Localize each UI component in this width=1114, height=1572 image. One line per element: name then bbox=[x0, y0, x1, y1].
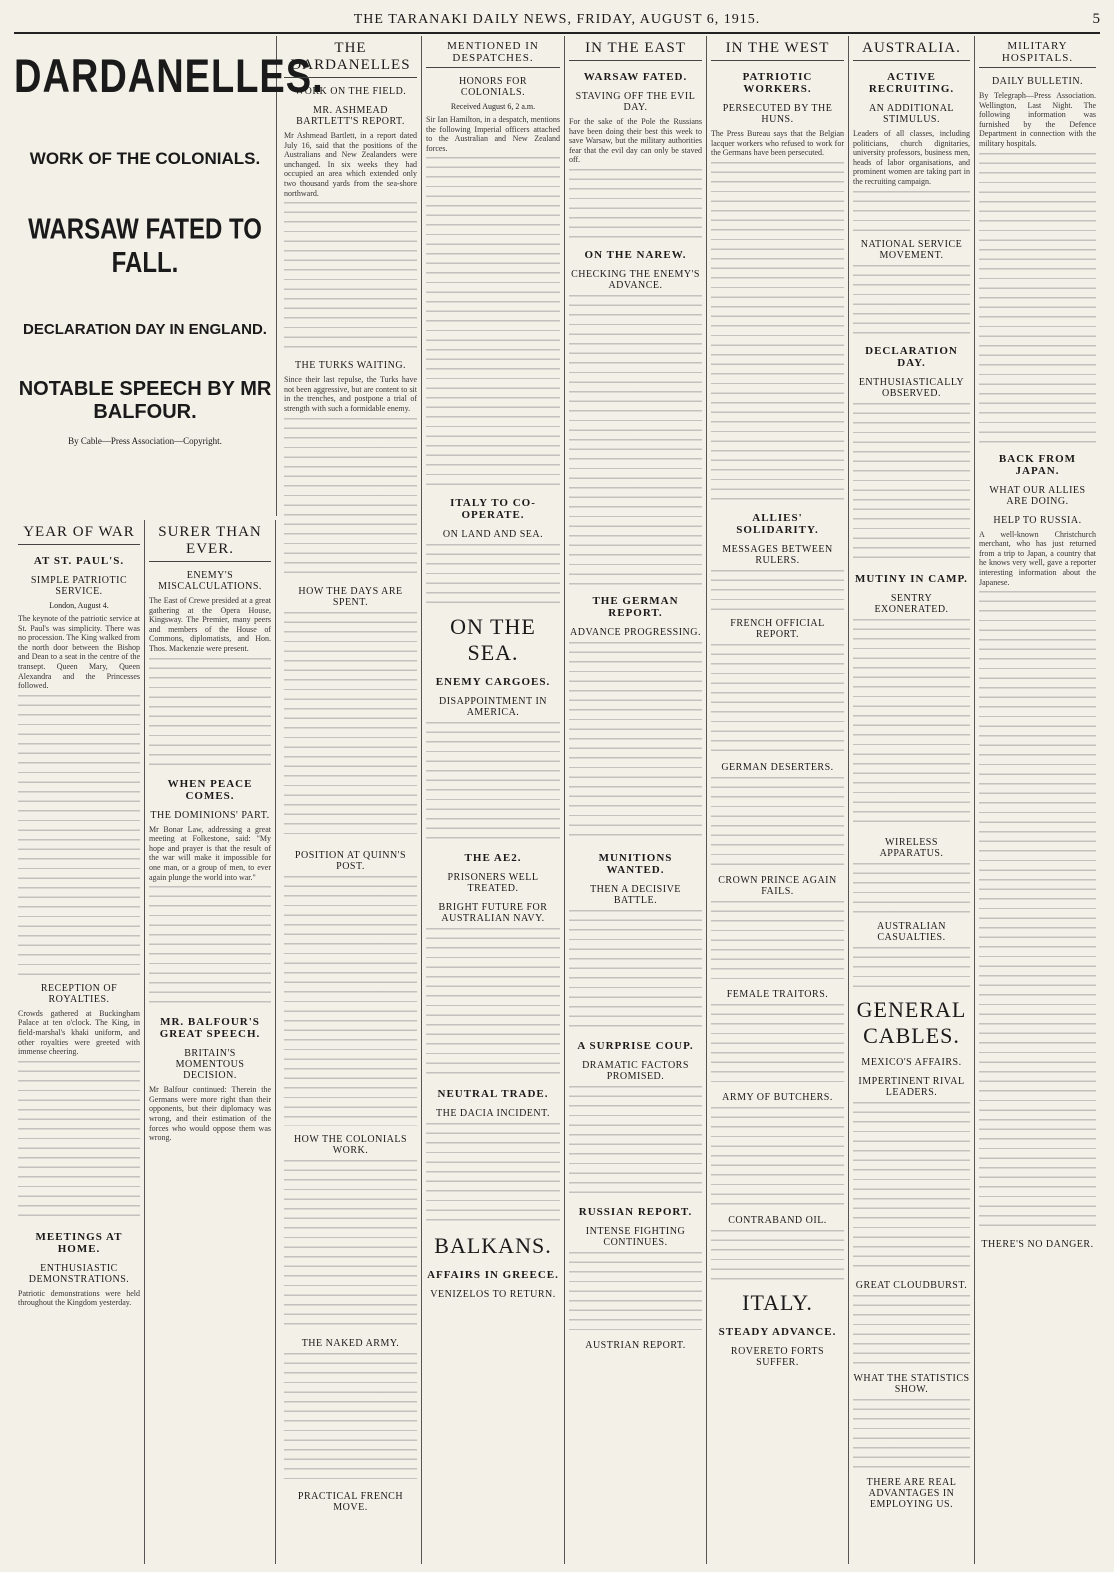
subheading: WHAT OUR ALLIES ARE DOING. bbox=[989, 484, 1086, 507]
article-text-continued bbox=[711, 162, 844, 502]
subheading: WHEN PEACE COMES. bbox=[167, 777, 253, 802]
subheading: MESSAGES BETWEEN RULERS. bbox=[722, 543, 833, 566]
subheading: AN ADDITIONAL STIMULUS. bbox=[868, 103, 955, 125]
subheading: BRIGHT FUTURE FOR AUSTRALIAN NAVY. bbox=[438, 902, 548, 925]
subheading: FEMALE TRAITORS. bbox=[726, 988, 829, 1000]
subheading: AUSTRIAN REPORT. bbox=[585, 1339, 686, 1351]
article-text: Sir Ian Hamilton, in a despatch, mentions the following Imperial officers attached to the Australian and New Zealand forces. bbox=[426, 115, 560, 153]
column-heading: MENTIONED IN DESPATCHES. bbox=[426, 40, 560, 68]
article-text: Leaders of all classes, including politicians, church dignitaries, university professors, business men, heads of labor organisations, and prominent women are taking part in the recruiting campaign. bbox=[853, 129, 970, 186]
column-heading: YEAR OF WAR bbox=[18, 524, 140, 545]
article-text-continued bbox=[853, 1295, 970, 1365]
article-text-continued bbox=[979, 591, 1096, 1231]
subheading: GREAT CLOUDBURST. bbox=[855, 1279, 968, 1291]
article-text: The keynote of the patriotic service at St. Paul's was simplicity. There was no procession. The King walked from the north door between the Bishop and Dean to a seat in the centre of the transept. Queen Mary, Queen Alexandra and the Princesses followed. bbox=[18, 614, 140, 691]
subheading: HONORS FOR COLONIALS. bbox=[458, 76, 528, 98]
subheading: PRACTICAL FRENCH MOVE. bbox=[297, 1490, 404, 1513]
article-text: Since their last repulse, the Turks have not been aggressive, but are content to sit in the trenches, and postpone a trial of strength with such a formidable enemy. bbox=[284, 375, 417, 413]
subheading: PATRIOTIC WORKERS. bbox=[742, 71, 813, 95]
lead-headlines bbox=[14, 36, 324, 516]
section-heading: ON THE SEA. bbox=[450, 614, 536, 666]
subheading: CONTRABAND OIL. bbox=[728, 1214, 827, 1226]
column-military-hospitals bbox=[975, 36, 1100, 1564]
subheading: THERE ARE REAL ADVANTAGES IN EMPLOYING US. bbox=[866, 1476, 957, 1510]
column-despatches bbox=[422, 36, 565, 1564]
subheading: ENTHUSIASTICALLY OBSERVED. bbox=[858, 376, 965, 399]
article-text: Mr Ashmead Bartlett, in a report dated July 16, said that the positions of the Australians and New Zealanders were unchanged. In six weeks they had occupied an area which extended only two thousand yards from the sea-shore northward. bbox=[284, 131, 417, 198]
article-text: Crowds gathered at Buckingham Palace at ten o'clock. The King, in field-marshal's khaki uniform, and other royalties were greeted with immense cheering. bbox=[18, 1008, 140, 1057]
subheading: HELP TO RUSSIA. bbox=[993, 514, 1082, 526]
section-heading: GENERAL CABLES. bbox=[856, 996, 967, 1048]
article-text-continued bbox=[853, 403, 970, 563]
subheading: MUNITIONS WANTED. bbox=[598, 851, 673, 876]
column-heading: MILITARY HOSPITALS. bbox=[979, 40, 1096, 68]
subheading: STEADY ADVANCE. bbox=[718, 1325, 837, 1338]
page-number: 5 bbox=[1092, 11, 1100, 27]
subheading: SIMPLE PATRIOTIC SERVICE. bbox=[30, 575, 128, 597]
article-text-continued bbox=[284, 202, 417, 352]
article-text-continued bbox=[853, 947, 970, 987]
subheading: AUSTRALIAN CASUALTIES. bbox=[877, 920, 946, 943]
subheading: MR. BALFOUR'S GREAT SPEECH. bbox=[159, 1016, 261, 1041]
article-text-continued bbox=[853, 1399, 970, 1469]
subheading: VENIZELOS TO RETURN. bbox=[430, 1289, 556, 1301]
subheading: ENTHUSIASTIC DEMONSTRATIONS. bbox=[28, 1262, 130, 1285]
subheading: DRAMATIC FACTORS PROMISED. bbox=[582, 1059, 689, 1082]
subheading: WORK ON THE FIELD. bbox=[294, 86, 407, 97]
subheading: CHECKING THE ENEMY'S ADVANCE. bbox=[571, 268, 700, 291]
subheading: RECEPTION OF ROYALTIES. bbox=[40, 982, 118, 1005]
subheading: PRISONERS WELL TREATED. bbox=[447, 872, 539, 895]
subheading: CROWN PRINCE AGAIN FAILS. bbox=[718, 874, 837, 897]
article-text-continued bbox=[426, 928, 560, 1078]
subheading: BACK FROM JAPAN. bbox=[998, 452, 1077, 477]
article-text-continued bbox=[426, 157, 560, 487]
masthead bbox=[14, 10, 1100, 34]
article-text-continued bbox=[569, 1252, 702, 1332]
headline-dardanelles: DARDANELLES. bbox=[14, 50, 324, 104]
subheading: MR. ASHMEAD BARTLETT'S REPORT. bbox=[296, 105, 405, 127]
subheading: DISAPPOINTMENT IN AMERICA. bbox=[438, 696, 548, 719]
subheading: SENTRY EXONERATED. bbox=[874, 592, 949, 615]
headline-balfour: NOTABLE SPEECH BY MR BALFOUR. bbox=[18, 378, 272, 423]
subheading: WARSAW FATED. bbox=[583, 71, 688, 83]
dateline: London, August 4. bbox=[49, 601, 109, 610]
subheading: ACTIVE RECRUITING. bbox=[868, 71, 955, 95]
article-text-continued bbox=[426, 1123, 560, 1223]
subheading: AFFAIRS IN GREECE. bbox=[427, 1269, 559, 1282]
subheading: MEXICO'S AFFAIRS. bbox=[861, 1056, 962, 1068]
subheading: THE GERMAN REPORT. bbox=[592, 594, 679, 619]
article-text: The Press Bureau says that the Belgian lacquer workers who refused to work for the Germans have been persecuted. bbox=[711, 129, 844, 158]
headline-colonials: WORK OF THE COLONIALS. bbox=[29, 149, 261, 168]
column-in-the-west bbox=[707, 36, 849, 1564]
article-text-continued bbox=[284, 1160, 417, 1330]
column-year-of-war bbox=[14, 520, 145, 1564]
article-text-continued bbox=[711, 1004, 844, 1084]
column-australia bbox=[849, 36, 975, 1564]
article-text-continued bbox=[853, 265, 970, 335]
article-text: Patriotic demonstrations were held throughout the Kingdom yesterday. bbox=[18, 1288, 140, 1308]
section-heading: ITALY. bbox=[742, 1289, 813, 1315]
headline-warsaw: WARSAW FATED TO FALL. bbox=[28, 213, 262, 280]
article-text-continued bbox=[853, 619, 970, 829]
section-heading: BALKANS. bbox=[434, 1233, 552, 1259]
article-text-continued bbox=[149, 658, 271, 768]
article-text-continued bbox=[711, 1107, 844, 1207]
article-text-continued bbox=[18, 695, 140, 975]
subheading: ENEMY CARGOES. bbox=[435, 676, 551, 689]
article-text-continued bbox=[711, 777, 844, 867]
subheading: IMPERTINENT RIVAL LEADERS. bbox=[858, 1075, 965, 1098]
subheading: ADVANCE PROGRESSING. bbox=[570, 626, 701, 638]
column-heading: IN THE EAST bbox=[569, 40, 702, 61]
subheading: AT ST. PAUL'S. bbox=[33, 555, 125, 567]
article-text-continued bbox=[711, 901, 844, 981]
subheading: THEN A DECISIVE BATTLE. bbox=[590, 883, 681, 906]
article-text-continued bbox=[284, 612, 417, 842]
article-text: By Telegraph—Press Association. Wellington, Last Night. The following information was furnished by the Defence Department in connection with the military hospitals. bbox=[979, 91, 1096, 148]
article-text-continued bbox=[569, 642, 702, 842]
subheading: ITALY TO CO-OPERATE. bbox=[450, 497, 536, 522]
subheading: BRITAIN'S MOMENTOUS DECISION. bbox=[175, 1048, 245, 1082]
article-text-continued bbox=[284, 418, 417, 578]
column-heading: IN THE WEST bbox=[711, 40, 844, 61]
article-text: For the sake of the Pole the Russians have been doing their best this week to save Warsaw, but the military authorities fear that the evil day can only be staved off. bbox=[569, 117, 702, 165]
subheading: INTENSE FIGHTING CONTINUES. bbox=[585, 1225, 686, 1248]
subheading: MUTINY IN CAMP. bbox=[855, 572, 968, 585]
subheading: POSITION AT QUINN'S POST. bbox=[294, 849, 407, 872]
article-text-continued bbox=[149, 886, 271, 1006]
column-heading: SURER THAN EVER. bbox=[149, 524, 271, 562]
article-text-continued bbox=[18, 1061, 140, 1221]
subheading: HOW THE COLONIALS WORK. bbox=[293, 1133, 408, 1156]
column-dardanelles bbox=[280, 36, 422, 1564]
article-text: Mr Bonar Law, addressing a great meeting at Folkestone, said: "My hope and prayer is that the result of the war will make it impossible for one man, or a group of men, to ever again plunge the world into war." bbox=[149, 824, 271, 882]
subheading: THE DACIA INCIDENT. bbox=[435, 1108, 551, 1120]
column-heading: AUSTRALIA. bbox=[853, 40, 970, 61]
article-text-continued bbox=[711, 644, 844, 754]
subheading: STAVING OFF THE EVIL DAY. bbox=[575, 91, 696, 113]
subheading: A SURPRISE COUP. bbox=[577, 1039, 694, 1052]
article-text-continued bbox=[569, 910, 702, 1030]
article-text-continued bbox=[853, 863, 970, 913]
column-heading: THE DARDANELLES bbox=[284, 40, 417, 78]
subheading: ON THE NAREW. bbox=[584, 248, 687, 261]
article-text-continued bbox=[569, 169, 702, 239]
subheading: DECLARATION DAY. bbox=[865, 344, 958, 369]
subheading: THE AE2. bbox=[464, 852, 522, 865]
subheading: PERSECUTED BY THE HUNS. bbox=[722, 103, 833, 125]
article-text-continued bbox=[569, 1086, 702, 1196]
dateline: Received August 6, 2 a.m. bbox=[450, 102, 536, 111]
subheading: THE DOMINIONS' PART. bbox=[150, 809, 270, 821]
article-text: Mr Balfour continued: Therein the Germans were more right than their opponents, but their diplomacy was wrong, and their estimation of the forces who would oppose them was wrong. bbox=[149, 1085, 271, 1143]
article-text-continued bbox=[426, 722, 560, 842]
article-text: The East of Crewe presided at a great gathering at the Opera House, Kingsway. The Premier, many peers and members of the House of Commons, diplomatists, and Hon. Thos. Mackenzie were present. bbox=[149, 596, 271, 653]
subheading: THERE'S NO DANGER. bbox=[981, 1239, 1094, 1251]
subheading: NEUTRAL TRADE. bbox=[437, 1088, 549, 1101]
subheading: NATIONAL SERVICE MOVEMENT. bbox=[860, 238, 963, 261]
article-text-continued bbox=[711, 1230, 844, 1280]
subheading: WHAT THE STATISTICS SHOW. bbox=[853, 1372, 970, 1395]
subheading: ALLIES' SOLIDARITY. bbox=[736, 511, 819, 536]
newspaper-title: THE TARANAKI DAILY NEWS, FRIDAY, AUGUST 6, 1915. bbox=[353, 12, 761, 27]
article-text-continued bbox=[979, 153, 1096, 443]
subheading: GERMAN DESERTERS. bbox=[721, 761, 834, 773]
article-text-continued bbox=[426, 544, 560, 604]
subheading: WIRELESS APPARATUS. bbox=[879, 836, 944, 859]
subheading: FRENCH OFFICIAL REPORT. bbox=[730, 617, 825, 640]
article-text: A well-known Christchurch merchant, who has just returned from a trip to Japan, a country that he knows very well, gave a reporter interesting information about the Japanese. bbox=[979, 529, 1096, 587]
column-in-the-east bbox=[565, 36, 707, 1564]
subheading: ARMY OF BUTCHERS. bbox=[722, 1091, 833, 1103]
subheading: THE TURKS WAITING. bbox=[294, 360, 407, 372]
article-text-continued bbox=[853, 191, 970, 231]
article-text-continued bbox=[711, 570, 844, 610]
subheading: ENEMY'S MISCALCULATIONS. bbox=[158, 570, 262, 592]
subheading: RUSSIAN REPORT. bbox=[578, 1205, 693, 1218]
headline-declaration-day: DECLARATION DAY IN ENGLAND. bbox=[23, 321, 267, 338]
column-surer-than-ever bbox=[145, 520, 276, 1564]
byline: By Cable—Press Association—Copyright. bbox=[68, 436, 222, 446]
article-text-continued bbox=[569, 295, 702, 585]
subheading: THE NAKED ARMY. bbox=[301, 1337, 400, 1349]
subheading: ROVERETO FORTS SUFFER. bbox=[730, 1345, 825, 1368]
subheading: ON LAND AND SEA. bbox=[442, 529, 544, 541]
subheading: HOW THE DAYS ARE SPENT. bbox=[298, 585, 403, 608]
article-text-continued bbox=[284, 876, 417, 1126]
subheading: MEETINGS AT HOME. bbox=[35, 1230, 123, 1255]
subheading: DAILY BULLETIN. bbox=[991, 76, 1084, 87]
article-text-continued bbox=[284, 1353, 417, 1483]
article-text-continued bbox=[853, 1102, 970, 1272]
